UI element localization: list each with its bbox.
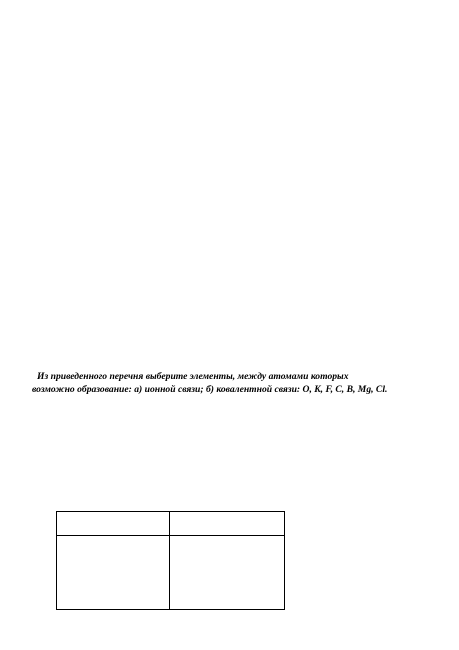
task-line-2: возможно образование: а) ионной связи; б) ковалентной связи: O, K, F, C, B, Mg, Cl.	[32, 384, 388, 395]
table-cell-answer-b	[170, 536, 285, 610]
task-text	[20, 370, 450, 396]
table-row	[57, 536, 285, 610]
table-cell-header-a	[57, 512, 170, 536]
table-cell-answer-a	[57, 536, 170, 610]
table-row	[57, 512, 285, 536]
table-cell-header-b	[170, 512, 285, 536]
answer-table	[56, 511, 285, 610]
task-line-1: Из приведенного перечня выберите элементы, между атомами которых	[37, 371, 349, 382]
